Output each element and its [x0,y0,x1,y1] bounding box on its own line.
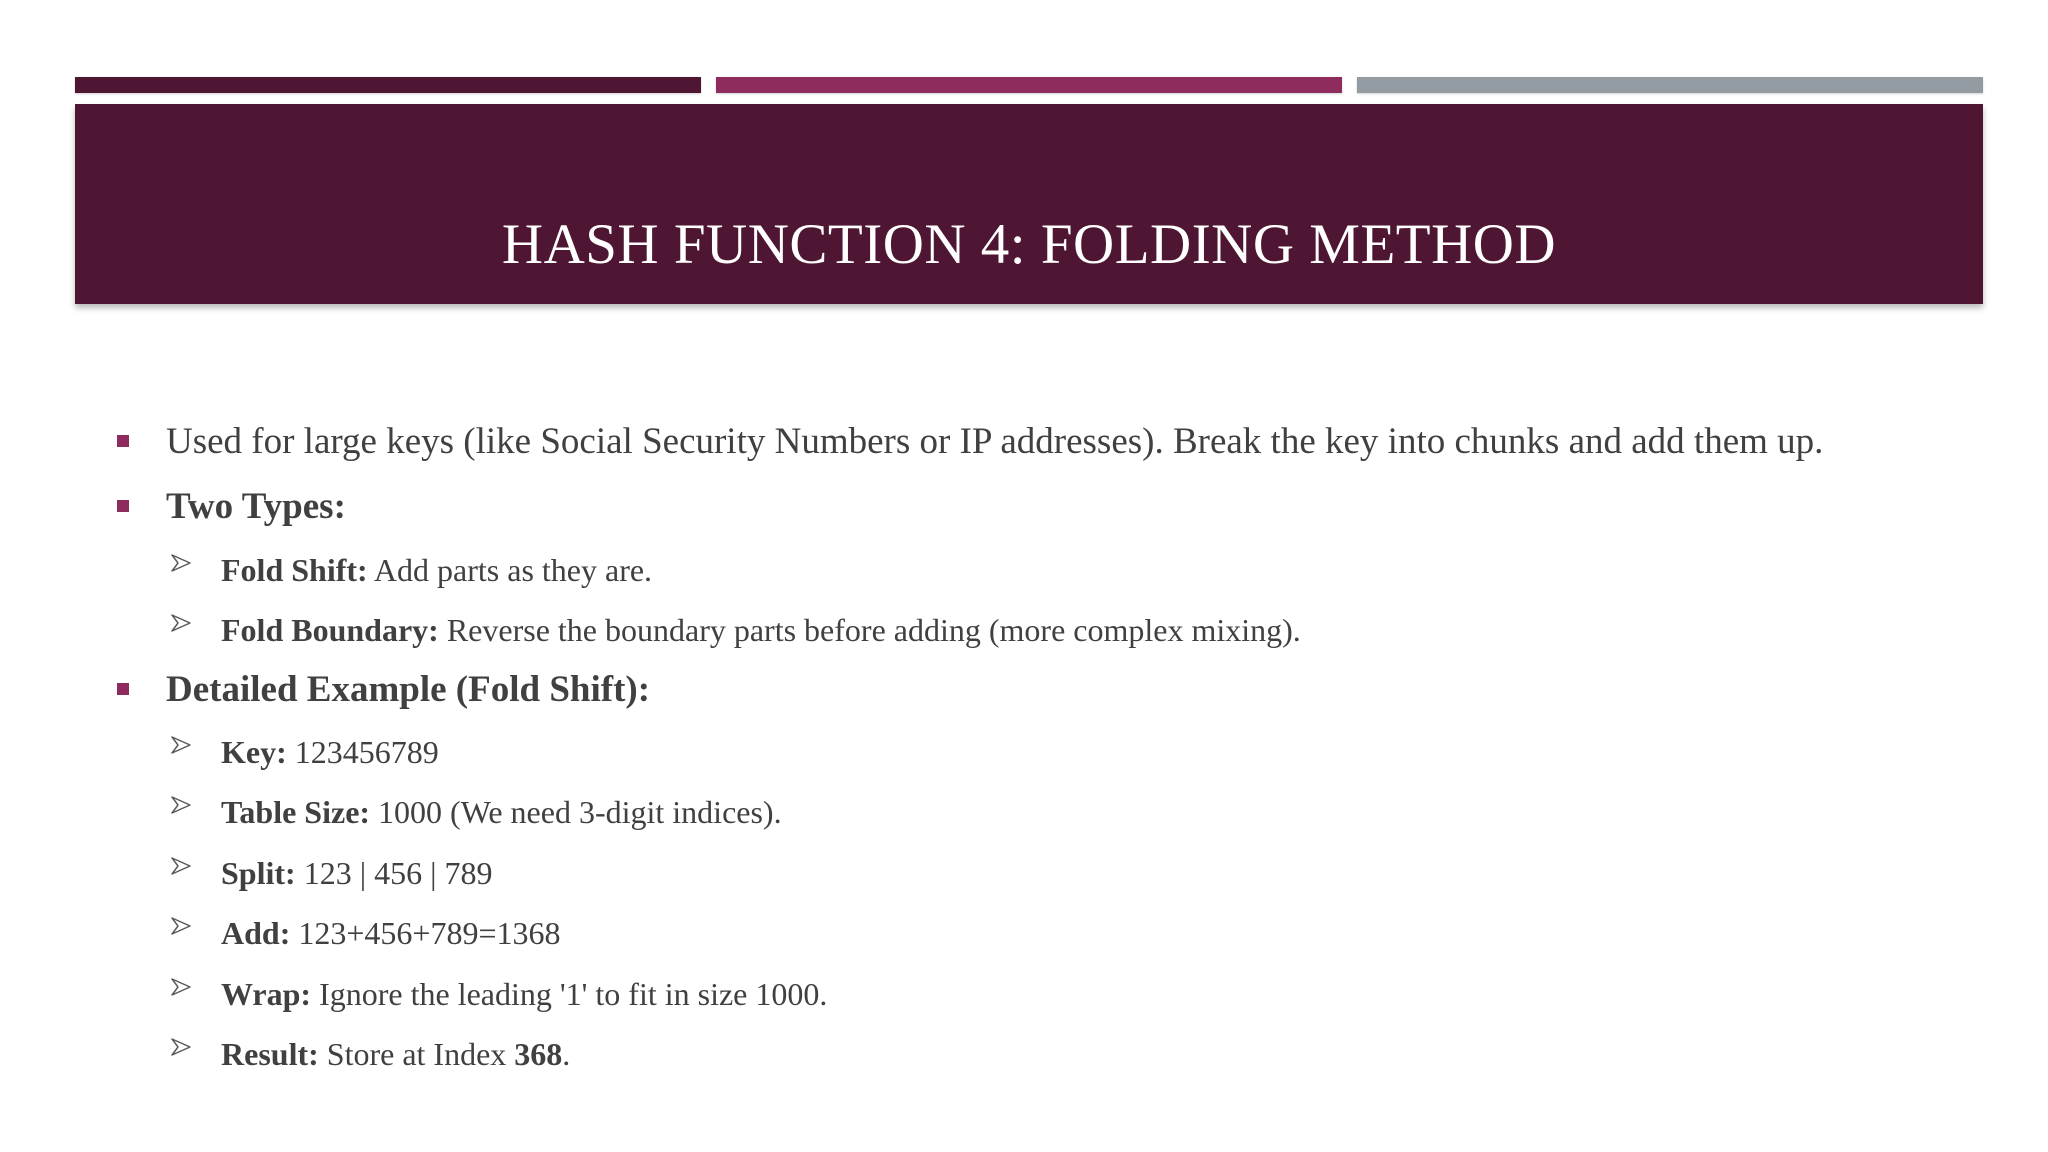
sub-bullet-table-size [114,793,1994,831]
bullet-text: Used for large keys (like Social Security Numbers or IP addresses). Break the key into chunks and add them up. [166,421,1824,462]
sub-bullet-text: Store at Index [318,1035,515,1072]
sub-bullet-text: Ignore the leading '1' to fit in size 1000. [311,975,828,1012]
sub-bullet-text: 123456789 [286,733,439,770]
arrow-bullet-icon [170,794,192,816]
square-bullet-icon [117,683,129,695]
sub-bullet-label: Fold Boundary: [221,612,439,649]
sub-bullet-fold-boundary [114,611,1994,649]
bullet-intro [114,420,1994,464]
result-index-value: 368 [514,1035,563,1072]
arrow-bullet-icon [170,552,192,574]
bullet-two-types [114,485,1994,529]
arrow-bullet-icon [170,915,192,937]
sub-bullet-label: Key: [221,733,287,770]
arrow-bullet-icon [170,734,192,756]
sub-bullet-fold-shift [114,551,1994,589]
sub-bullet-text: Reverse the boundary parts before adding (more complex mixing). [438,612,1301,649]
arrow-bullet-icon [170,976,192,998]
square-bullet-icon [117,435,129,447]
sub-bullet-label: Split: [221,854,296,891]
sub-bullet-text: Add parts as they are. [367,551,653,588]
square-bullet-icon [117,500,129,512]
sub-bullet-text: 123 | 456 | 789 [295,854,493,891]
bullet-heading: Two Types: [166,486,346,528]
sub-bullet-add [114,914,1994,952]
arrow-bullet-icon [170,855,192,877]
bullet-heading: Detailed Example (Fold Shift): [166,668,651,710]
sub-bullet-split [114,854,1994,892]
arrow-bullet-icon [170,1036,192,1058]
accent-bar-magenta [716,77,1342,93]
arrow-bullet-icon [170,612,192,634]
sub-bullet-wrap [114,975,1994,1013]
sub-bullet-key [114,733,1994,771]
sub-bullet-text: 1000 (We need 3-digit indices). [370,794,782,831]
accent-bar-dark [75,77,701,93]
bullet-detailed-example [114,668,1994,712]
sub-bullet-label: Fold Shift: [221,551,368,588]
sub-bullet-label: Table Size: [221,794,371,831]
accent-bar-gray [1357,77,1983,93]
sub-bullet-label: Wrap: [221,975,312,1012]
title-band [75,104,1983,304]
sub-bullet-result [114,1035,1994,1073]
sub-bullet-label: Result: [221,1035,319,1072]
sub-bullet-label: Add: [221,915,291,952]
sub-bullet-suffix: . [562,1035,571,1072]
slide-title: HASH FUNCTION 4: FOLDING METHOD [501,213,1557,276]
slide-content [114,420,1994,1095]
sub-bullet-text: 123+456+789=1368 [290,915,561,952]
